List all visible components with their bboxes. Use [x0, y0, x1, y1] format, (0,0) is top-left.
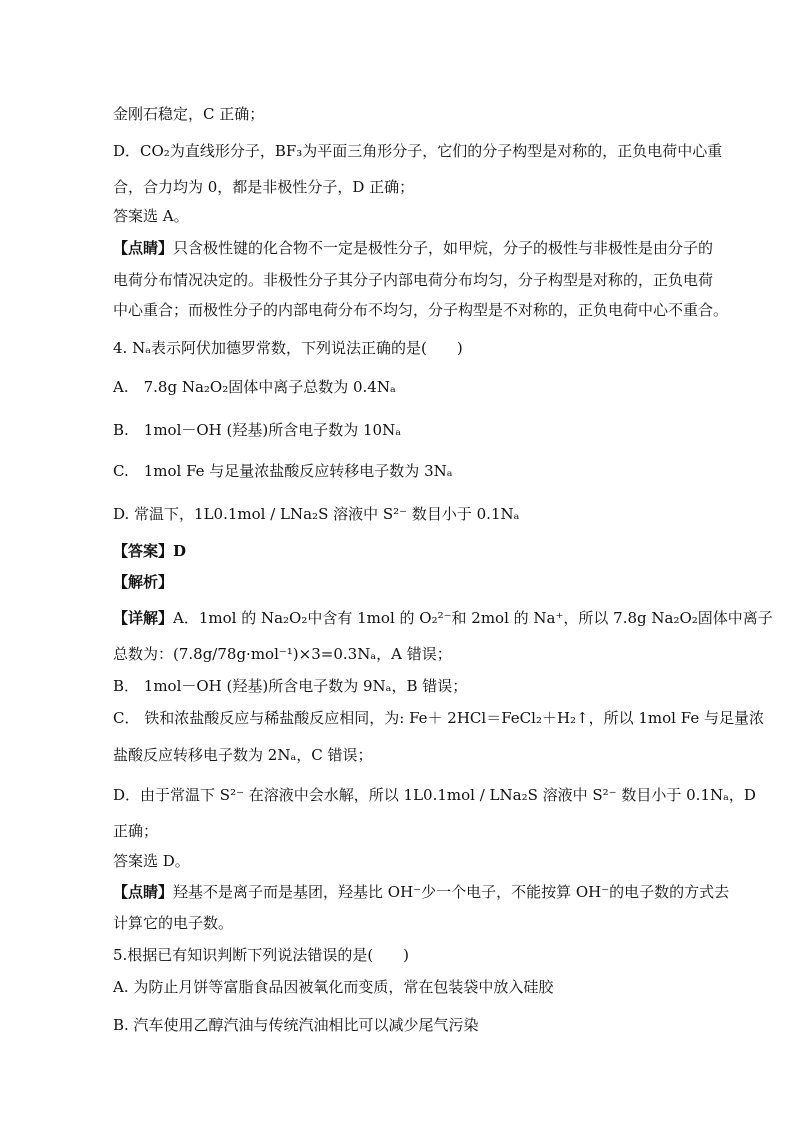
option-a: A. 7.8g Na₂O₂固体中离子总数为 0.4Nₐ — [113, 378, 396, 396]
text-line: 金刚石稳定，C 正确； — [113, 105, 265, 123]
option-a: A. 为防止月饼等富脂食品因被氧化而变质，常在包装袋中放入硅胶 — [113, 978, 554, 996]
tip-text: 羟基不是离子而是基团，羟基比 OH⁻少一个电子，不能按算 OH⁻的电子数的方式去 — [173, 883, 730, 901]
text-line: C． 铁和浓盐酸反应与稀盐酸反应相同，为: Fe＋ 2HCl＝FeCl₂＋H₂↑，所以 1mol Fe 与足量浓 — [113, 709, 764, 727]
text-line: D．CO₂为直线形分子，BF₃为平面三角形分子，它们的分子构型是对称的，正负电荷中心重 — [113, 142, 723, 160]
detail-line — [113, 608, 773, 628]
tip-tag: 【点睛】 — [113, 883, 174, 901]
option-b: B. 汽车使用乙醇汽油与传统汽油相比可以减少尾气污染 — [113, 1016, 479, 1034]
tip-line — [113, 238, 713, 258]
text-line: 合，合力均为 0，都是非极性分子，D 正确； — [113, 178, 415, 196]
question-title: 5.根据已有知识判断下列说法错误的是( ) — [113, 946, 410, 964]
answer-line: 答案选 D。 — [113, 852, 190, 870]
detail-tag: 【详解】 — [113, 609, 174, 627]
text-line: 总数为：(7.8g/78g·mol⁻¹)×3=0.3Nₐ，A 错误； — [113, 645, 452, 663]
tip-text: 只含极性键的化合物不一定是极性分子，如甲烷，分子的极性与非极性是由分子的 — [173, 239, 714, 257]
tip-line — [113, 882, 729, 902]
option-c: C. 1mol Fe 与足量浓盐酸反应转移电子数为 3Nₐ — [113, 462, 453, 480]
text-line: D．由于常温下 S²⁻ 在溶液中会水解，所以 1L0.1mol / LNa₂S 溶液中 S²⁻ 数目小于 0.1Nₐ，D — [113, 786, 756, 804]
analysis-tag: 【解析】 — [113, 573, 174, 591]
option-b: B. 1mol－OH (羟基)所含电子数为 10Nₐ — [113, 421, 402, 439]
text-line: 电荷分布情况决定的。非极性分子其分子内部电荷分布均匀，分子构型是对称的，正负电荷 — [113, 271, 714, 289]
text-line: 计算它的电子数。 — [113, 914, 234, 932]
answer-tag: 【答案】D — [113, 542, 187, 560]
text-line: 盐酸反应转移电子数为 2Nₐ，C 错误； — [113, 746, 373, 764]
option-d: D. 常温下，1L0.1mol / LNa₂S 溶液中 S²⁻ 数目小于 0.1Nₐ — [113, 505, 520, 523]
text-line: B． 1mol－OH (羟基)所含电子数为 9Nₐ，B 错误； — [113, 677, 468, 695]
detail-text: A．1mol 的 Na₂O₂中含有 1mol 的 O₂²⁻和 2mol 的 Na⁺，所以 7.8g Na₂O₂固体中离子 — [173, 609, 773, 627]
question-title: 4. Nₐ表示阿伏加德罗常数，下列说法正确的是( ) — [113, 339, 463, 357]
text-line: 正确； — [113, 822, 159, 840]
text-line: 中心重合；而极性分子的内部电荷分布不均匀，分子构型是不对称的，正负电荷中心不重合。 — [113, 301, 729, 319]
answer-line: 答案选 A。 — [113, 207, 189, 225]
tip-tag: 【点睛】 — [113, 239, 174, 257]
